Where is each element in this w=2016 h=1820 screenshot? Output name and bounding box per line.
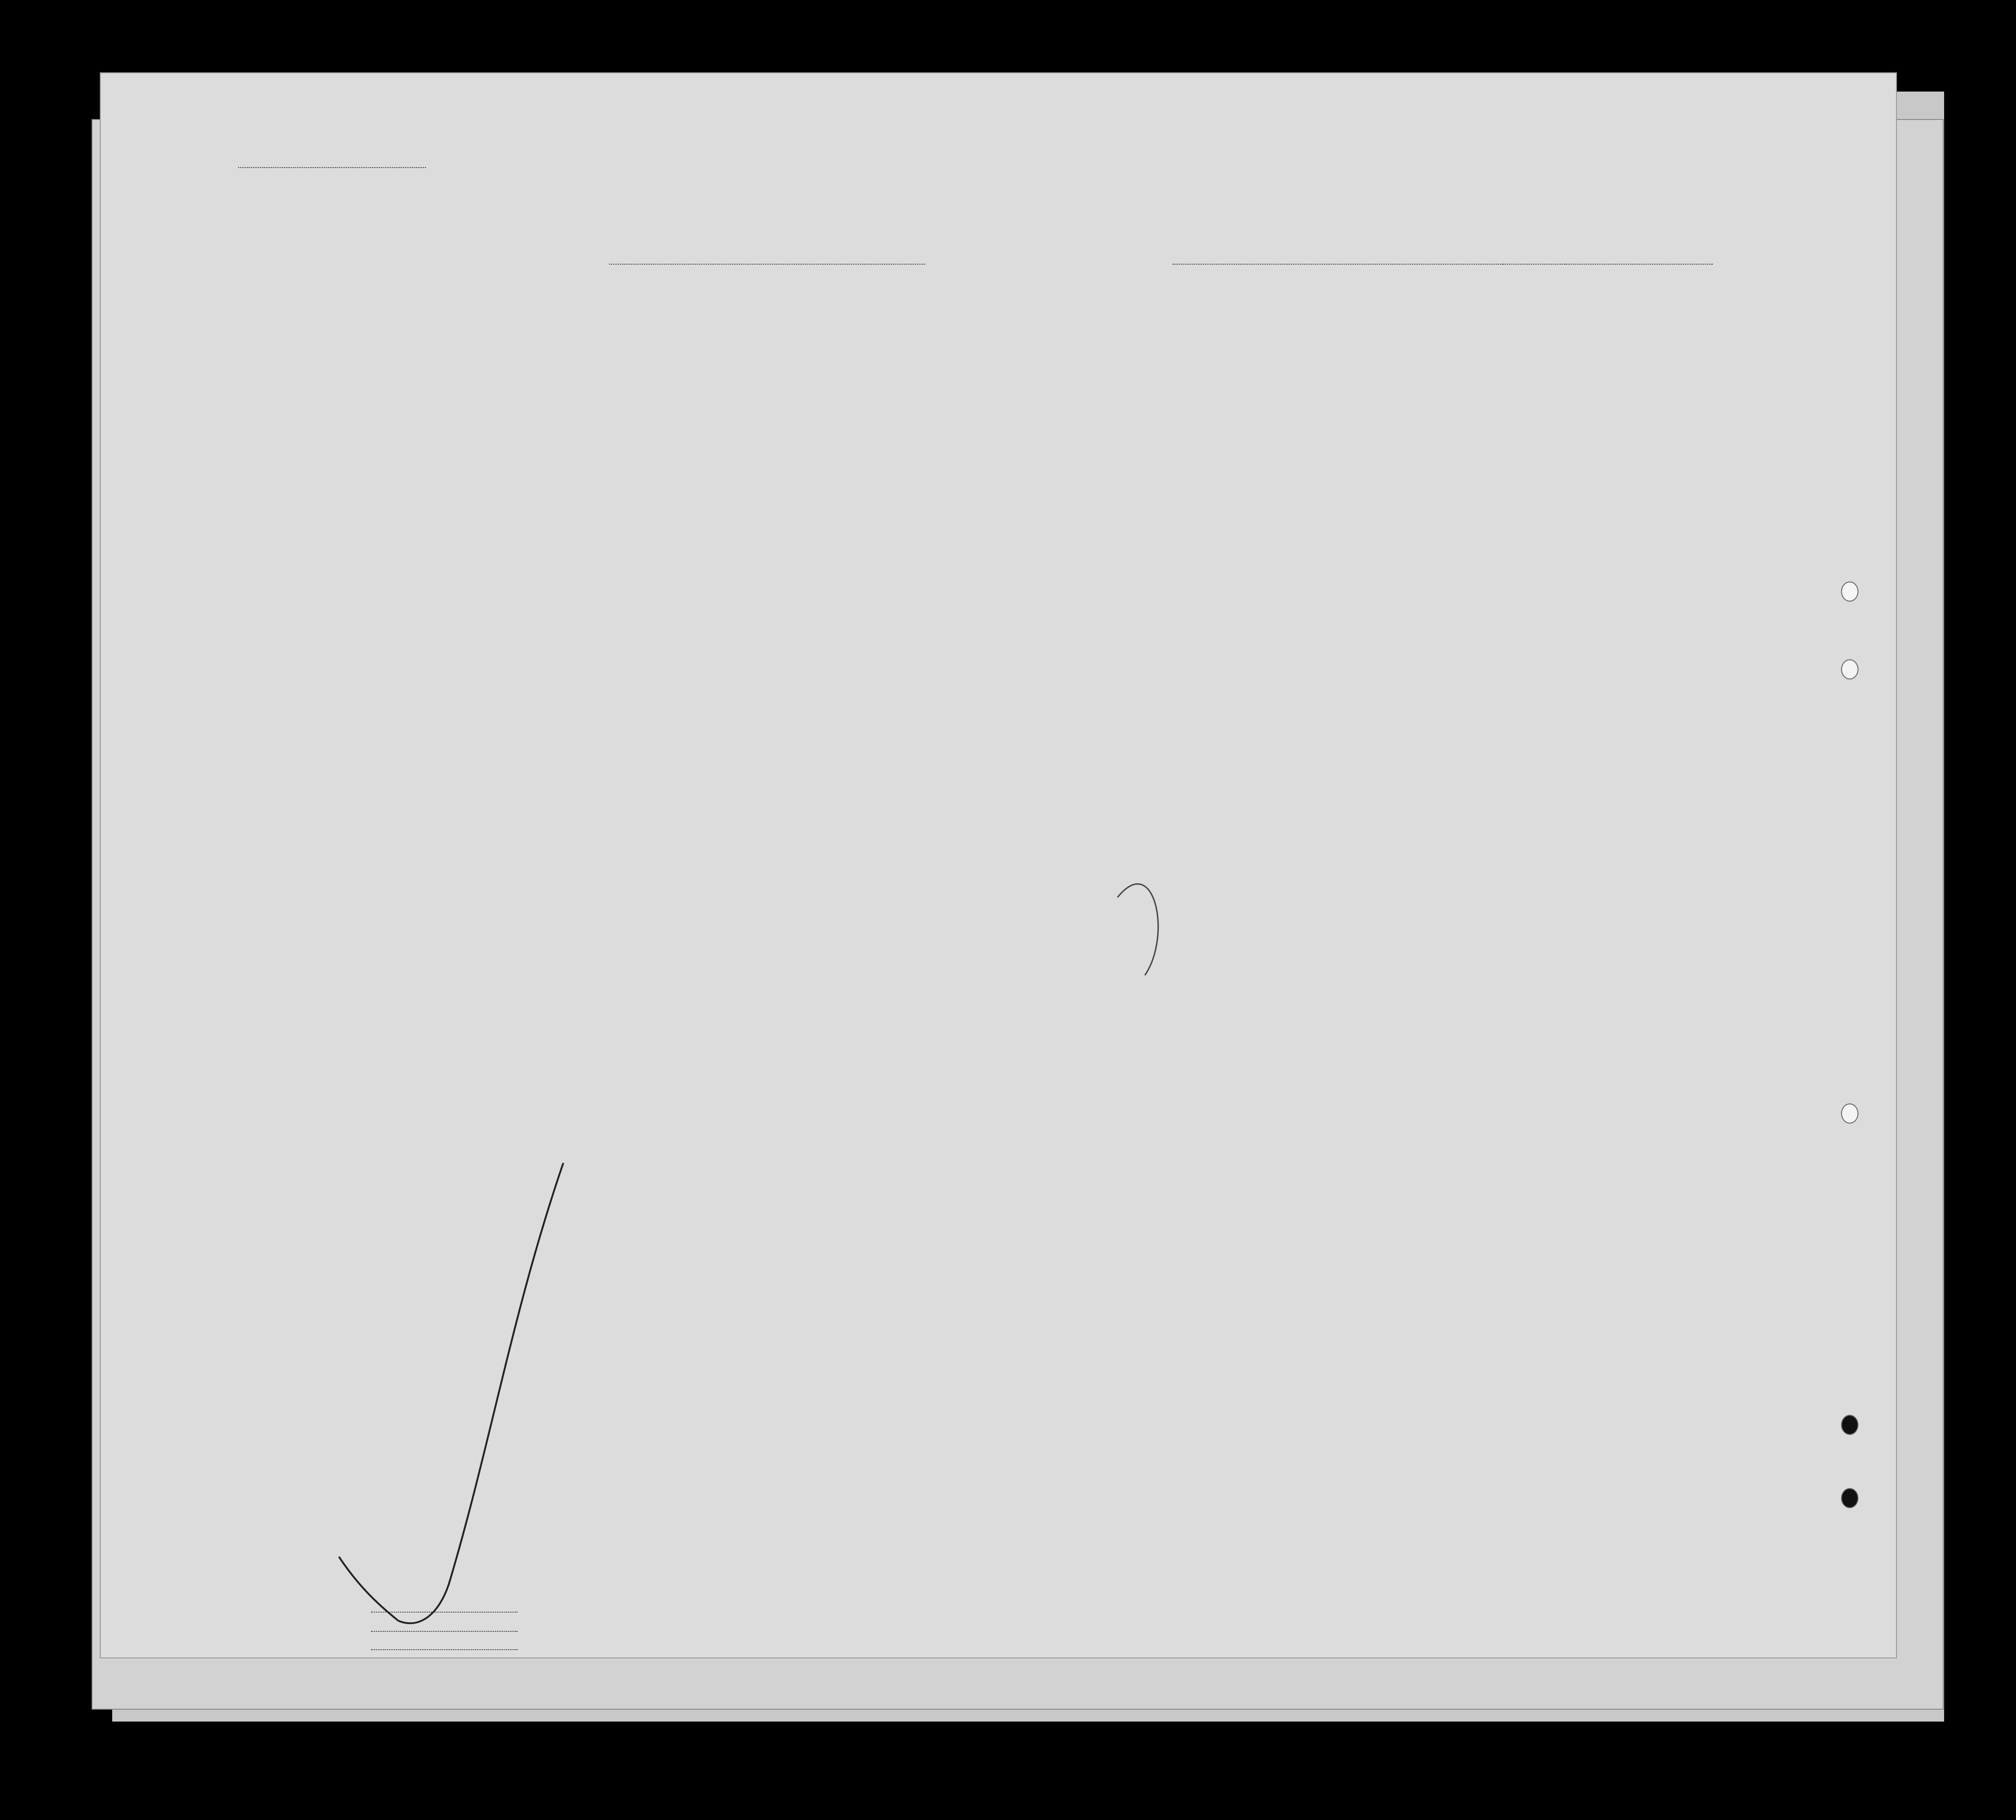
footer-line-2 bbox=[371, 1631, 518, 1632]
punch-hole bbox=[1841, 1103, 1858, 1124]
punch-hole bbox=[1841, 1488, 1858, 1508]
pen-strokes bbox=[101, 73, 1896, 1657]
punch-hole bbox=[1841, 581, 1858, 602]
punch-hole bbox=[1841, 1415, 1858, 1435]
footer-line-1 bbox=[371, 1612, 518, 1613]
manifest-page bbox=[101, 73, 1896, 1657]
footer-line-3 bbox=[371, 1649, 518, 1650]
punch-hole bbox=[1841, 659, 1858, 679]
